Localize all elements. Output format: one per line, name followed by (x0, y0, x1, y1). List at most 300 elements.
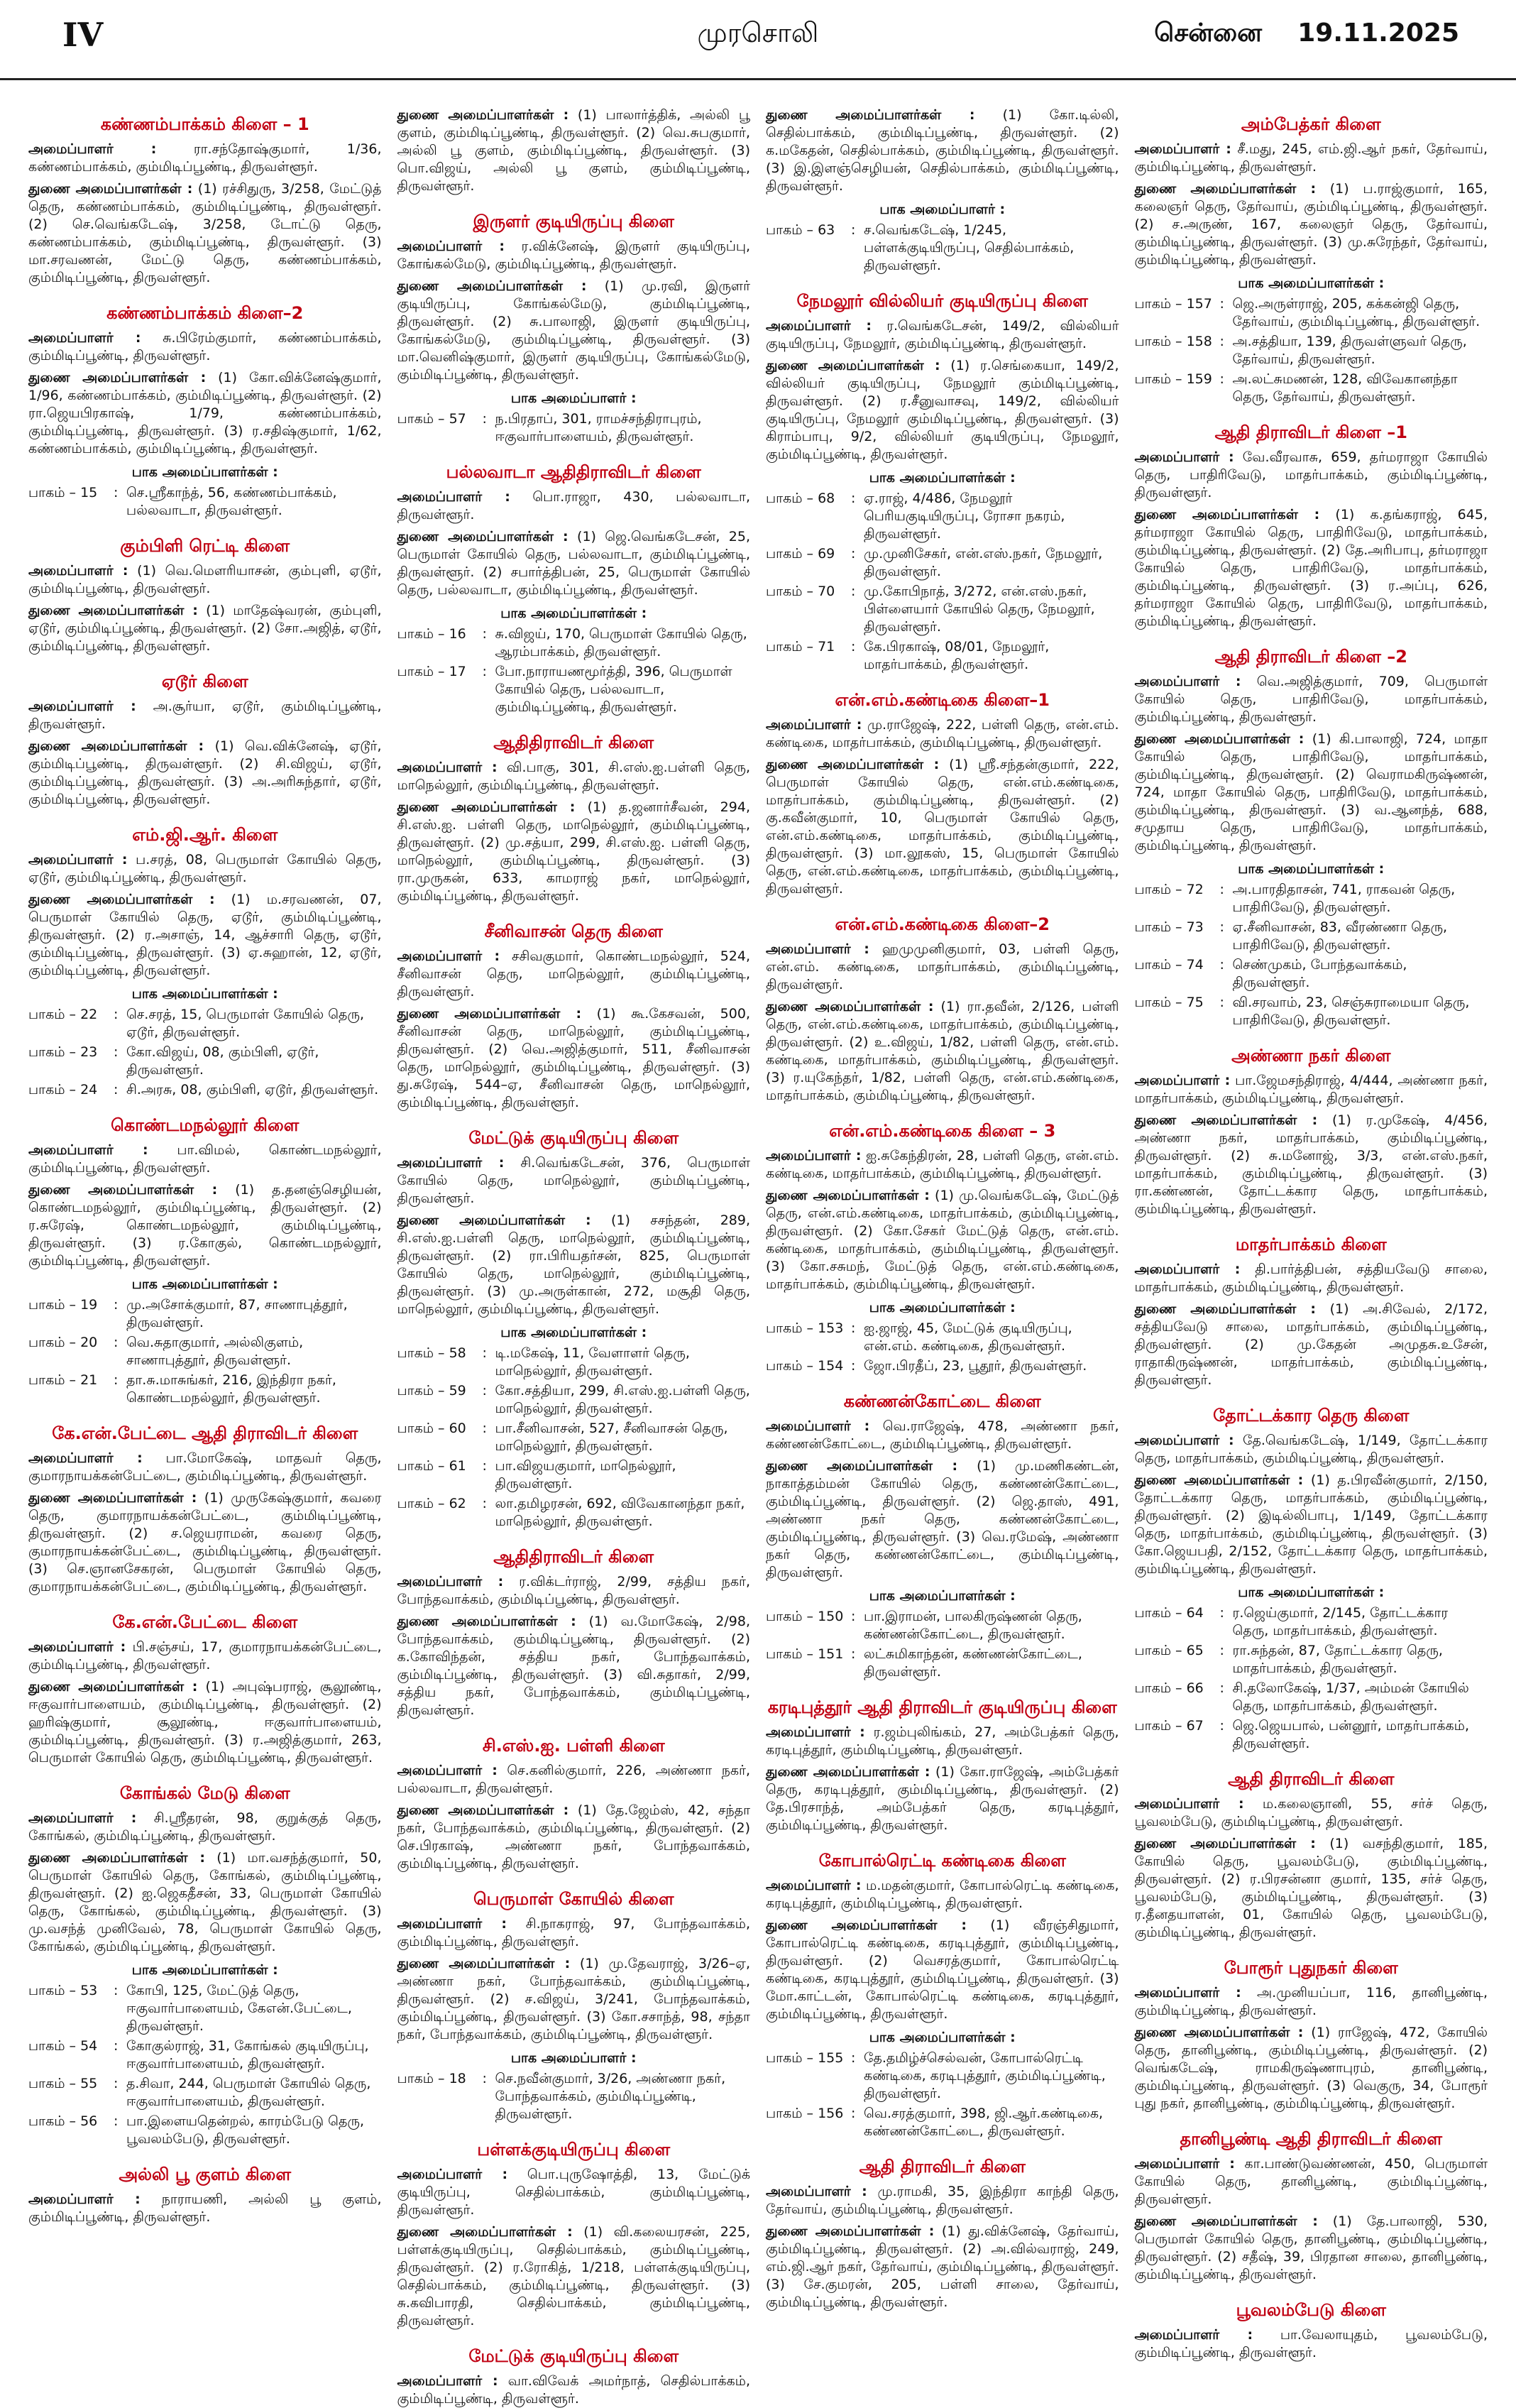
branch-section (28, 1115, 382, 1407)
part-organiser-detail: தா.சு.மாசுங்கர், 216, இந்திரா நகர், கொண்டமநல்லூர், திருவள்ளூர். (126, 1372, 336, 1406)
branch-section (1135, 422, 1488, 630)
part-organiser-detail: மு.அசோக்குமார், 87, சாணாபுத்தூர், திருவள்ளூர். (126, 1297, 348, 1330)
part-number: பாகம் – 63 (766, 222, 835, 238)
branch-section (397, 1735, 751, 1873)
part-organisers-heading: பாக அமைப்பாளர்கள் : (869, 470, 1016, 486)
part-organiser-detail: வெ.சரத்குமார், 398, ஜி.ஆர்.கண்டிகை, கண்ணன்கோட்டை, திருவள்ளூர். (864, 2106, 1104, 2139)
branch-heading: நேமலூர் வில்லியர் குடியிருப்பு கிளை (796, 291, 1088, 311)
part-organisers-heading: பாக அமைப்பாளர்கள் : (869, 1300, 1016, 1315)
branch-heading: கண்ணம்பாக்கம் கிளை–2 (106, 303, 304, 323)
role-text: ர.விக்னேஷ், இருளர் குடியிருப்பு, கோங்கல்மேடு, கும்மிடிப்பூண்டி, திருவள்ளூர். (397, 239, 751, 272)
part-number: பாகம் – 23 (28, 1044, 98, 1060)
part-number: பாகம் – 157 (1134, 296, 1212, 312)
office-bearer-entry (1135, 180, 1488, 269)
office-bearer-entry (397, 799, 751, 905)
branch-heading: மேட்டுக் குடியிருப்பு கிளை (468, 2346, 679, 2366)
branch-heading: ஆதிதிராவிடர் கிளை (493, 1547, 654, 1567)
part-number: பாகம் – 66 (1134, 1680, 1204, 1696)
part-organisers-heading: பாக அமைப்பாளர்கள் : (131, 464, 278, 480)
separator: : (851, 1646, 856, 1662)
office-bearer-entry (1135, 1072, 1488, 1107)
part-organiser-row (28, 1982, 382, 2035)
role-label: துணை அமைப்பாளர்கள் : (28, 370, 207, 385)
part-organiser-row (397, 625, 751, 661)
role-label: அமைப்பாளர் : (1134, 2156, 1235, 2172)
branch-section (766, 1697, 1119, 1834)
separator: : (114, 2038, 119, 2054)
part-organisers-heading: பாக அமைப்பாளர்கள் : (1238, 1585, 1385, 1600)
branch-section (1135, 2299, 1488, 2362)
part-number: பாகம் – 57 (397, 411, 466, 427)
branch-heading: கண்ணன்கோட்டை கிளை (843, 1391, 1041, 1411)
office-bearer-entry (28, 141, 382, 176)
separator: : (1219, 296, 1224, 312)
separator: : (1219, 957, 1224, 973)
part-organiser-detail: பா.விஜயகுமார், மாநெல்லூர், திருவள்ளூர். (495, 1458, 676, 1492)
part-organiser-row (1135, 881, 1488, 916)
office-bearer-entry (28, 738, 382, 809)
part-number: பாகம் – 58 (397, 1345, 466, 1361)
role-label: துணை அமைப்பாளர்கள் : (28, 892, 215, 907)
dateline (1154, 18, 1459, 51)
part-organiser-detail: அ.லட்சுமணன், 128, விவேகானந்தா தெரு, தேர்வாய், திருவள்ளூர். (1232, 371, 1458, 405)
role-label: அமைப்பாளர் : (28, 852, 128, 868)
role-text: (1) ர.செங்கையா, 149/2, வில்லியர் குடியிருப்பு, நேமலூர் கும்மிடிப்பூண்டி, திருவள்ளூர். (2) ர.சீனுவாசவு, 149/2, வில்லியர் குடியிருப்பு, நேமலூர் கும்மிடிப்பூண்டி, திருவள்ளூர். (3) கிராம்பாபு, 9/2, வில்லியர் குடியிருப்பு, நேமலூர், கும்மிடிப்பூண்டி, திருவள்ளூர். (766, 358, 1119, 462)
separator: : (114, 1082, 119, 1098)
office-bearer-entry (1135, 673, 1488, 726)
office-bearer-entry (397, 948, 751, 1001)
branch-section (28, 1783, 382, 2148)
role-text: வெ.ராஜேஷ், 478, அண்ணா நகர், கண்ணன்கோட்டை, கும்மிடிப்பூண்டி, திருவள்ளூர். (766, 1418, 1119, 1452)
part-organiser-detail: சு.விஜய், 170, பெருமாள் கோயில் தெரு, ஆரம்பாக்கம், திருவள்ளூர். (495, 626, 747, 660)
role-text: (1) வெ.விக்னேஷ், ஏடூர், கும்மிடிப்பூண்டி, திருவள்ளூர். (2) சி.விஜய், ஏடூர், கும்மிடிப்பூண்டி, திருவள்ளூர். (3) அ.அரிசுந்தார், ஏடூர், கும்மிடிப்பூண்டி, திருவள்ளூர். (28, 738, 382, 807)
role-text: செ.கனில்குமார், 226, அண்ணா நகர், பல்லவாடா, திருவள்ளூர். (397, 1763, 750, 1796)
office-bearer-entry (766, 106, 1119, 195)
office-bearer-entry (28, 1849, 382, 1956)
office-bearer-entry (397, 278, 751, 384)
part-organiser-row (28, 2113, 382, 2148)
role-label: அமைப்பாளர் : (397, 2373, 498, 2389)
office-bearer-entry (28, 851, 382, 887)
part-organisers-heading: பாக அமைப்பாளர்கள் : (131, 986, 278, 1002)
part-number: பாகம் – 74 (1134, 957, 1204, 973)
office-bearer-entry (397, 1762, 751, 1797)
branch-heading: என்.எம்.கண்டிகை கிளை–1 (835, 690, 1050, 710)
part-organiser-detail: வெ.சுதாகுமார், அல்லிகுளம், சாணாபுத்தூர், திருவள்ளூர். (126, 1335, 304, 1368)
part-organiser-row (28, 1334, 382, 1369)
role-text: (1) சசந்தன், 289, சி.எஸ்.ஐ.பள்ளி தெரு, மாநெல்லூர், கும்மிடிப்பூண்டி, திருவள்ளூர். (2) ரா.பிரியதர்சன், 825, பெருமாள் கோயில் தெரு, மாநெல்லூர், கும்மிடிப்பூண்டி, திருவள்ளூர். (3) மு.அருள்கான், 272, மசூதி தெரு, மாநெல்லூர், கும்மிடிப்பூண்டி, திருவள்ளூர். (397, 1213, 751, 1317)
part-organiser-detail: செண்முகம், போந்தவாக்கம், திருவள்ளூர். (1232, 957, 1407, 990)
office-bearer-entry (28, 369, 382, 458)
separator: : (851, 639, 856, 655)
part-organiser-detail: ந.பிரதாப், 301, ராமச்சந்திராபுரம், ஈகுவார்பாளையம், திருவள்ளூர். (495, 411, 702, 444)
office-bearer-entry (766, 2183, 1119, 2218)
separator: : (1219, 334, 1224, 349)
role-label: அமைப்பாளர் : (766, 1418, 870, 1434)
part-organiser-row (397, 2070, 751, 2123)
part-organiser-detail: கோ.சத்தியா, 299, சி.எஸ்.ஐ.பள்ளி தெரு, மாநெல்லூர், திருவள்ளூர். (495, 1383, 750, 1416)
role-label: துணை அமைப்பாளர்கள் : (397, 1213, 591, 1228)
office-bearer-entry (28, 1450, 382, 1485)
branch-heading: ஆதி திராவிடர் கிளை (1228, 1769, 1395, 1789)
separator: : (851, 1320, 856, 1336)
role-label: அமைப்பாளர் : (766, 1878, 862, 1893)
branch-heading: மாதர்பாக்கம் கிளை (1235, 1235, 1387, 1254)
branch-section (766, 106, 1119, 275)
role-label: அமைப்பாளர் : (28, 1450, 143, 1466)
part-organiser-row (1135, 994, 1488, 1029)
separator: : (1219, 1605, 1224, 1621)
role-text: தே.வெங்கடேஷ், 1/149, தோட்டக்கார தெரு, மாதர்பாக்கம், கும்மிடிப்பூண்டி, திருவள்ளூர். (1134, 1433, 1488, 1466)
part-number: பாகம் – 153 (766, 1320, 844, 1336)
branch-section (28, 2164, 382, 2226)
part-organiser-detail: கோ.விஜய், 08, கும்பிளி, ஏடூர், திருவள்ளூர். (126, 1044, 319, 1078)
part-organiser-detail: அ.பாரதிதாசன், 741, ராகவன் தெரு, பாதிரிவேடு, திருவள்ளூர். (1232, 882, 1456, 915)
separator: : (114, 2076, 119, 2091)
branch-heading: கோங்கல் மேடு கிளை (119, 1783, 290, 1803)
separator: : (1219, 995, 1224, 1010)
part-organiser-row (28, 1006, 382, 1041)
role-text: (1) வெ.மௌரியாசன், கும்புளி, ஏடூர், கும்மிடிப்பூண்டி, திருவள்ளூர். (28, 563, 382, 596)
office-bearer-entry (766, 1418, 1119, 1453)
part-organiser-detail: மு.கோபிநாத், 3/272, என்.எஸ்.நகர், பிள்ளையார் கோயில் தெரு, நேமலூர், திருவள்ளூர். (864, 584, 1095, 635)
part-organiser-row (397, 410, 751, 446)
part-organiser-detail: சி.தலோகேஷ், 1/37, அம்மன் கோயில் தெரு, மாதர்பாக்கம், திருவள்ளூர். (1232, 1680, 1469, 1714)
branch-heading: கொண்டமநல்லூர் கிளை (111, 1115, 300, 1135)
role-label: துணை அமைப்பாளர்கள் : (766, 999, 934, 1014)
separator: : (482, 2071, 487, 2086)
part-organisers-heading: பாக அமைப்பாளர்கள் : (1238, 861, 1385, 877)
separator: : (114, 2113, 119, 2129)
role-label: அமைப்பாளர் : (397, 1155, 505, 1171)
role-text: (1) தே.பாலாஜி, 530, பெருமாள் கோயில் தெரு, தானிபூண்டி, கும்மிடிப்பூண்டி, திருவள்ளூர். (2) சதீஷ், 39, பிரதான சாலை, தானிபூண்டி, கும்மிடிப்பூண்டி, திருவள்ளூர். (1134, 2213, 1488, 2282)
separator: : (851, 491, 856, 506)
office-bearer-entry (28, 891, 382, 980)
branch-heading: பூவலம்பேடு கிளை (1236, 2300, 1386, 2320)
role-label: அமைப்பாளர் : (28, 2191, 141, 2207)
branch-section (766, 1120, 1119, 1375)
branch-heading: அண்ணா நகர் கிளை (1231, 1046, 1391, 1066)
newspaper-name: முரசொலி (697, 17, 819, 48)
part-organiser-row (1135, 333, 1488, 368)
role-label: அமைப்பாளர் : (28, 1639, 126, 1655)
part-organiser-row (766, 2105, 1119, 2140)
part-number: பாகம் – 17 (397, 664, 466, 679)
role-label: அமைப்பாளர் : (1134, 1985, 1241, 2001)
role-label: அமைப்பாளர் : (1134, 674, 1241, 689)
separator: : (482, 1458, 487, 1474)
part-organiser-row (28, 1296, 382, 1332)
part-organiser-detail: ஜெ.ஜெயபால், பன்னூர், மாதர்பாக்கம், திருவள்ளூர். (1232, 1718, 1469, 1751)
office-bearer-entry (766, 998, 1119, 1105)
part-organiser-detail: தே.தமிழ்ச்செல்வன், கோபால்ரெட்டி கண்டிகை, கரடிபுத்தூர், கும்மிடிப்பூண்டி, திருவள்ளூர். (864, 2050, 1106, 2101)
branch-heading: அல்லி பூ குளம் கிளை (119, 2165, 292, 2184)
office-bearer-entry (766, 1187, 1119, 1293)
part-organiser-row (766, 583, 1119, 636)
role-label: அமைப்பாளர் : (28, 1142, 148, 1158)
part-organiser-row (28, 2037, 382, 2073)
part-organiser-detail: பா.சீனிவாசன், 527, சீனிவாசன் தெரு, மாநெல்லூர், திருவள்ளூர். (495, 1421, 728, 1454)
office-bearer-entry (766, 756, 1119, 898)
branch-section (397, 211, 751, 446)
role-text: சு.பிரேம்குமார், கண்ணம்பாக்கம், கும்மிடிப்பூண்டி, திருவள்ளூர். (28, 330, 382, 363)
column-1 (28, 106, 382, 2321)
part-number: பாகம் – 61 (397, 1458, 466, 1474)
role-text: ஹமுமுனிகுமார், 03, பள்ளி தெரு, என்.எம். கண்டிகை, மாதர்பாக்கம், கும்மிடிப்பூண்டி, திருவள்ளூர். (766, 941, 1119, 992)
role-text: வெ.அஜித்குமார், 709, பெருமாள் கோயில் தெரு, பாதிரிவேடு, மாதர்பாக்கம், கும்மிடிப்பூண்டி, திருவள்ளூர். (1134, 674, 1488, 725)
office-bearer-entry (28, 602, 382, 655)
office-bearer-entry (766, 357, 1119, 464)
role-text: (1) த.பிரவீன்குமார், 2/150, தோட்டக்கார தெரு, மாதர்பாக்கம், கும்மிடிப்பூண்டி, திருவள்ளூர். (2) இடில்லிபாபு, 1/149, தோட்டக்கார தெரு, மாதர்பாக்கம், கும்மிடிப்பூண்டி, திருவள்ளூர். (3) கோ.ஜெயபதி, 2/152, தோட்டக்கார தெரு, மாதர்பாக்கம், கும்மிடிப்பூண்டி, திருவள்ளூர். (1134, 1472, 1488, 1577)
role-label: அமைப்பாளர் : (766, 1148, 862, 1164)
role-text: (1) கூ.கேசவன், 500, சீனிவாசன் தெரு, மாநெல்லூர், கும்மிடிப்பூண்டி, திருவள்ளூர். (2) வெ.அஜித்குமார், 511, சீனிவாசன் தெரு, மாநெல்லூர், கும்மிடிப்பூண்டி, திருவள்ளூர். (3) து.சுரேஷ், 544–ஏ, சீனிவாசன் தெரு, மாநெல்லூர், கும்மிடிப்பூண்டி, திருவள்ளூர். (397, 1006, 750, 1110)
role-text: அ.சூர்யா, ஏடூர், கும்மிடிப்பூண்டி, திருவள்ளூர். (28, 699, 382, 732)
role-text: பா.ஜேமசந்திராஜ், 4/444, அண்ணா நகர், மாதர்பாக்கம், கும்மிடிப்பூண்டி, திருவள்ளூர். (1134, 1073, 1488, 1106)
role-label: அமைப்பாளர் : (28, 563, 128, 579)
office-bearer-entry (1135, 1301, 1488, 1389)
branch-section (766, 1850, 1119, 2140)
part-number: பாகம் – 155 (766, 2050, 844, 2066)
role-text: (1) மு.ரவி, இருளர் குடியிருப்பு, கோங்கல்மேடு, கும்மிடிப்பூண்டி, திருவள்ளூர். (2) சு.பாலாஜி, இருளர் குடியிருப்பு, கோங்கல்மேடு, கும்மிடிப்பூண்டி, திருவள்ளூர். (3) மா.வெனிஷ்குமார், இருளர் குடியிருப்பு, கோங்கல்மேடு, கும்மிடிப்பூண்டி, திருவள்ளூர். (397, 278, 751, 383)
part-organiser-row (1135, 919, 1488, 954)
separator: : (114, 1372, 119, 1388)
role-text: (1) ம.சரவணன், 07, பெருமாள் கோயில் தெரு, ஏடூர், கும்மிடிப்பூண்டி, திருவள்ளூர். (2) ர.அசாஞ், 14, ஆச்சாரி தெரு, ஏடூர், கும்மிடிப்பூண்டி, திருவள்ளூர். (3) ஏ.சுஹான், 12, ஏடூர், கும்மிடிப்பூண்டி, திருவள்ளூர். (28, 892, 382, 978)
role-label: துணை அமைப்பாளர்கள் : (766, 358, 940, 373)
part-organiser-detail: ஏ.சீனிவாசன், 83, வீரண்ணா தெரு, பாதிரிவேடு, திருவள்ளூர். (1232, 919, 1448, 953)
branch-heading: கரடிபுத்தூர் ஆதி திராவிடர் குடியிருப்பு கிளை (767, 1697, 1117, 1717)
role-label: அமைப்பாளர் : (28, 141, 157, 157)
office-bearer-entry (766, 317, 1119, 353)
branch-section (1135, 2128, 1488, 2284)
office-bearer-entry (28, 1181, 382, 1270)
office-bearer-entry (1135, 730, 1488, 855)
part-number: பாகம் – 24 (28, 1082, 98, 1098)
role-text: ஐ.சுகேந்திரன், 28, பள்ளி தெரு, என்.எம். கண்டிகை, மாதர்பாக்கம், கும்மிடிப்பூண்டி, திருவள்ளூர். (766, 1148, 1119, 1181)
office-bearer-entry (766, 716, 1119, 752)
role-text: மு.ராமகி, 35, இந்திரா காந்தி தெரு, தேர்வாய், கும்மிடிப்பூண்டி, திருவள்ளூர். (766, 2184, 1119, 2217)
role-label: அமைப்பாளர் : (397, 1763, 498, 1778)
role-label: துணை அமைப்பாளர்கள் : (1134, 1472, 1304, 1488)
branch-heading: கண்ணம்பாக்கம் கிளை – 1 (100, 114, 309, 134)
office-bearer-entry (766, 1917, 1119, 2023)
role-text: பா.மோகேஷ், மாதவர் தெரு, குமாரநாயக்கன்பேட்டை, கும்மிடிப்பூண்டி, திருவள்ளூர். (28, 1450, 382, 1484)
branch-heading: தானிபூண்டி ஆதி திராவிடர் கிளை (1180, 2129, 1442, 2149)
office-bearer-entry (1135, 1112, 1488, 1218)
part-number: பாகம் – 151 (766, 1646, 844, 1662)
office-bearer-entry (28, 1810, 382, 1845)
separator: : (1219, 1643, 1224, 1658)
role-text: (1) பாலார்த்திக், அல்லி பூ குளம், கும்மிடிப்பூண்டி, திருவள்ளூர். (2) வெ.சுபகுமார், அல்லி பூ குளம், கும்மிடிப்பூண்டி, திருவள்ளூர். (3) பொ.விஜய், அல்லி பூ குளம், கும்மிடிப்பூண்டி, திருவள்ளூர். (397, 107, 751, 194)
part-number: பாகம் – 64 (1134, 1605, 1204, 1621)
role-label: துணை அமைப்பாளர்கள் : (28, 181, 193, 197)
part-number: பாகம் – 15 (28, 485, 98, 500)
role-text: (1) ஜெ.வெங்கடேசன், 25, பெருமாள் கோயில் தெரு, பல்லவாடா, கும்மிடிப்பூண்டி, திருவள்ளூர். (2) சபார்த்திபன், 25, பெருமாள் கோயில் தெரு, பல்லவாடா, கும்மிடிப்பூண்டி, திருவள்ளூர். (397, 529, 751, 598)
part-number: பாகம் – 56 (28, 2113, 98, 2129)
branch-section (1135, 114, 1488, 406)
separator: : (114, 1335, 119, 1350)
part-number: பாகம் – 19 (28, 1297, 98, 1313)
part-organiser-row (1135, 1642, 1488, 1678)
office-bearer-entry (397, 2166, 751, 2219)
part-organisers-heading: பாக அமைப்பாளர்கள் : (1238, 275, 1385, 291)
office-bearer-entry (1135, 1795, 1488, 1831)
role-text: (1) ர.முகேஷ், 4/456, அண்ணா நகர், மாதர்பாக்கம், கும்மிடிப்பூண்டி, திருவள்ளூர். (2) சு.மனோஜ், 3/3, என்.எஸ்.நகர், மாதர்பாக்கம், கும்மிடிப்பூண்டி, திருவள்ளூர். (3) ரா.கண்ணன், தோட்டக்கார தெரு, மாதர்பாக்கம், கும்மிடிப்பூண்டி, திருவள்ளூர். (1134, 1112, 1488, 1217)
part-organiser-row (766, 1320, 1119, 1355)
branch-heading: ஆதி திராவிடர் கிளை (859, 2157, 1026, 2177)
separator: : (482, 1345, 487, 1361)
dateline-date: 19.11.2025 (1297, 18, 1459, 48)
part-number: பாகம் – 69 (766, 546, 835, 562)
part-organiser-row (766, 221, 1119, 275)
role-label: அமைப்பாளர் : (397, 2167, 508, 2182)
separator: : (1219, 882, 1224, 897)
part-organiser-row (766, 490, 1119, 543)
part-number: பாகம் – 73 (1134, 919, 1204, 935)
part-number: பாகம் – 158 (1134, 334, 1212, 349)
office-bearer-entry (1135, 2213, 1488, 2284)
role-label: அமைப்பாளர் : (397, 760, 498, 775)
role-label: துணை அமைப்பாளர்கள் : (766, 2223, 935, 2239)
branch-section (397, 1127, 751, 1531)
role-label: துணை அமைப்பாளர்கள் : (397, 529, 568, 544)
role-label: அமைப்பாளர் : (1134, 1073, 1231, 1088)
part-organisers-heading: பாக அமைப்பாளர்கள் : (869, 2030, 1016, 2045)
branch-section (1135, 646, 1488, 1029)
part-number: பாகம் – 60 (397, 1421, 466, 1436)
part-organiser-detail: ஜெ.அருள்ராஜ், 205, கக்கன்ஜி தெரு, தேர்வாய், கும்மிடிப்பூண்டி, திருவள்ளூர். (1232, 296, 1481, 329)
role-text: (1) ரச்சிதுரு, 3/258, மேட்டுத் தெரு, கண்ணம்பாக்கம், கும்மிடிப்பூண்டி, திருவள்ளூர். (2) செ.வெங்கடேஷ், 3/258, டோட்டு தெரு, கண்ணம்பாக்கம், கும்மிடிப்பூண்டி, திருவள்ளூர். (3) மா.சரவணன், மேட்டு தெரு, கண்ணம்பாக்கம், கும்மிடிப்பூண்டி, திருவள்ளூர். (28, 181, 382, 285)
separator: : (482, 1496, 487, 1511)
role-text: சி.வெங்கடேசன், 376, பெருமாள் கோயில் தெரு, மாநெல்லூர், கும்மிடிப்பூண்டி, திருவள்ளூர். (397, 1155, 750, 1206)
part-organiser-detail: செ.சரத், 15, பெருமாள் கோயில் தெரு, ஏடூர், திருவள்ளூர். (126, 1007, 365, 1040)
part-number: பாகம் – 20 (28, 1335, 98, 1350)
role-label: அமைப்பாளர் : (1134, 2327, 1253, 2343)
branch-heading: தோட்டக்கார தெரு கிளை (1213, 1406, 1410, 1425)
role-text: (1) வீரஞ்சிதுமார், கோபால்ரெட்டி கண்டிகை, கரடிபுத்தூர், கும்மிடிப்பூண்டி, திருவள்ளூர். (2) வெசரத்குமார், கோபால்ரெட்டி கண்டிகை, கரடிபுத்தூர், கும்மிடிப்பூண்டி, திருவள்ளூர். (3) மோ.காட்டன், கோபால்ரெட்டி கண்டிகை, கரடிபுத்தூர், கும்மிடிப்பூண்டி, திருவள்ளூர். (766, 1917, 1119, 2022)
page-number: IV (62, 16, 104, 54)
office-bearer-entry (1135, 1984, 1488, 2020)
role-label: அமைப்பாளர் : (1134, 1433, 1234, 1448)
role-label: அமைப்பாளர் : (28, 699, 136, 714)
role-text: (1) ஸ்ரீ.சந்தன்குமார், 222, பெருமாள் கோயில் தெரு, என்.எம்.கண்டிகை, மாதர்பாக்கம், கும்மிடிப்பூண்டி, திருவள்ளூர். (2) கு.கவீன்குமார், 10, பெருமாள் கோயில் தெரு, என்.எம்.கண்டிகை, மாதர்பாக்கம், கும்மிடிப்பூண்டி, திருவள்ளூர். (3) மா.லூகஸ், 15, பெருமாள் கோயில் தெரு, என்.எம்.கண்டிகை, மாதர்பாக்கம், கும்மிடிப்பூண்டி, திருவள்ளூர். (766, 757, 1119, 897)
separator: : (851, 2050, 856, 2066)
role-label: அமைப்பாளர் : (1134, 449, 1234, 465)
branch-section (397, 1546, 751, 1719)
office-bearer-entry (766, 1877, 1119, 1912)
office-bearer-entry (1135, 506, 1488, 630)
branch-section (766, 689, 1119, 898)
part-number: பாகம் – 22 (28, 1007, 98, 1022)
office-bearer-entry (1135, 1432, 1488, 1467)
branch-heading: சீனிவாசன் தெரு கிளை (484, 921, 663, 941)
office-bearer-entry (397, 1005, 751, 1112)
part-organiser-row (397, 1457, 751, 1493)
role-label: துணை அமைப்பாளர்கள் : (1134, 1836, 1316, 1851)
part-organisers-heading: பாக அமைப்பாளர்கள் : (869, 1588, 1016, 1604)
branch-section (766, 1391, 1119, 1681)
role-label: துணை அமைப்பாளர்கள் : (1134, 181, 1317, 197)
role-text: (1) மாதேஷ்வரன், கும்புளி, ஏடூர், கும்மிடிப்பூண்டி, திருவள்ளூர். (2) சோ.அஜித், ஏடூர், கும்மிடிப்பூண்டி, திருவள்ளூர். (28, 603, 382, 654)
part-organiser-detail: மு.முனிசேகர், என்.எஸ்.நகர், நேமலூர், திருவள்ளூர். (864, 546, 1103, 579)
column-2 (397, 106, 751, 2407)
part-organiser-detail: ரா.சுந்தன், 87, தோட்டக்கார தெரு, மாதர்பாக்கம், திருவள்ளூர். (1232, 1643, 1443, 1676)
office-bearer-entry (397, 1212, 751, 1318)
role-text: கா.பாண்டுவண்ணன், 450, பெருமாள் கோயில் தெரு, தானிபூண்டி, கும்மிடிப்பூண்டி, திருவள்ளூர். (1134, 2156, 1488, 2207)
role-text: (1) ரா.தவீன், 2/126, பள்ளி தெரு, என்.எம்.கண்டிகை, மாதர்பாக்கம், கும்மிடிப்பூண்டி, திருவள்ளூர். (2) உ.விஜய், 1/82, பள்ளி தெரு, என்.எம். கண்டிகை, மாதர்பாக்கம், கும்மிடிப்பூண்டி, திருவள்ளூர். (3) ர.யுகேந்தர், 1/82, பள்ளி தெரு, என்.எம்.கண்டிகை, மாதர்பாக்கம், கும்மிடிப்பூண்டி, திருவள்ளூர். (766, 999, 1119, 1103)
branch-heading: கோபால்ரெட்டி கண்டிகை கிளை (818, 1851, 1066, 1871)
role-label: துணை அமைப்பாளர்கள் : (766, 1917, 967, 1933)
branch-heading: என்.எம்.கண்டிகை கிளை – 3 (829, 1121, 1056, 1141)
office-bearer-entry (28, 698, 382, 733)
part-number: பாகம் – 65 (1134, 1643, 1204, 1658)
part-organiser-detail: லா.தமிழரசன், 692, விவேகானந்தா நகர், மாநெல்லூர், திருவள்ளூர். (495, 1496, 745, 1529)
branch-heading: பள்ளக்குடியிருப்பு கிளை (477, 2140, 671, 2160)
role-text: (1) அபுஷ்பராஜ், சூலூண்டி, ஈகுவார்பாளையம், கும்மிடிப்பூண்டி, திருவள்ளூர். (2) ஹரிஷ்குமார், சூலூண்டி, ஈகுவார்பாளையம், கும்மிடிப்பூண்டி, திருவள்ளூர். (3) ர.அஜித்குமார், 263, பெருமாள் கோயில் தெரு, கும்மிடிப்பூண்டி, திருவள்ளூர். (28, 1679, 382, 1766)
role-label: துணை அமைப்பாளர்கள் : (1134, 2213, 1318, 2229)
role-text: வி.பாகு, 301, சி.எஸ்.ஐ.பள்ளி தெரு, மாநெல்லூர், கும்மிடிப்பூண்டி, திருவள்ளூர். (397, 760, 751, 793)
branch-heading: பல்லவாடா ஆதிதிராவிடர் கிளை (446, 462, 701, 482)
office-bearer-entry (397, 1573, 751, 1609)
role-label: துணை அமைப்பாளர்கள் : (28, 1679, 198, 1695)
branch-section (766, 2156, 1119, 2311)
branch-heading: ஆதிதிராவிடர் கிளை (493, 733, 654, 752)
role-label: அமைப்பாளர் : (766, 318, 872, 334)
office-bearer-entry (397, 1955, 751, 2044)
office-bearer-entry (1135, 2024, 1488, 2113)
role-text: சி.ஸ்ரீதரன், 98, குறுக்குத் தெரு, கோங்கல், கும்மிடிப்பூண்டி, திருவள்ளூர். (28, 1810, 382, 1844)
separator: : (851, 1609, 856, 1624)
part-organiser-row (766, 1646, 1119, 1681)
part-organiser-row (28, 2075, 382, 2111)
role-text: பொ.ராஜா, 430, பல்லவாடா, திருவள்ளூர். (397, 489, 751, 522)
separator: : (482, 664, 487, 679)
part-organisers-heading: பாக அமைப்பாளர் : (510, 2050, 637, 2066)
office-bearer-entry (28, 1142, 382, 1177)
part-organiser-row (766, 545, 1119, 581)
part-organiser-row (1135, 371, 1488, 406)
office-bearer-entry (766, 1147, 1119, 1183)
branch-section (28, 824, 382, 1099)
part-organisers-heading: பாக அமைப்பாளர் : (510, 390, 637, 406)
office-bearer-entry (397, 1802, 751, 1873)
role-text: (1) கோ.டில்லி, செதில்பாக்கம், கும்மிடிப்பூண்டி, திருவள்ளூர். (2) க.மகேதன், செதில்பாக்கம், கும்மிடிப்பூண்டி, திருவள்ளூர். (3) இ.இளஞ்செழியன், செதில்பாக்கம், கும்மிடிப்பூண்டி, திருவள்ளூர். (766, 107, 1119, 194)
part-organiser-detail: டி.மகேஷ், 11, வேளாளர் தெரு, மாநெல்லூர், திருவள்ளூர். (495, 1345, 690, 1379)
part-number: பாகம் – 68 (766, 491, 835, 506)
branch-section (397, 732, 751, 905)
role-label: துணை அமைப்பாளர்கள் : (28, 1490, 197, 1506)
part-organiser-row (397, 1420, 751, 1455)
branch-section (766, 914, 1119, 1105)
part-number: பாகம் – 67 (1134, 1718, 1204, 1734)
part-organiser-row (397, 1345, 751, 1380)
role-label: துணை அமைப்பாளர்கள் : (397, 1614, 576, 1629)
separator: : (851, 222, 856, 238)
office-bearer-entry (28, 180, 382, 287)
branch-heading: அம்பேத்கர் கிளை (1241, 114, 1381, 134)
role-label: அமைப்பாளர் : (766, 1724, 865, 1740)
office-bearer-entry (28, 1638, 382, 1674)
role-label: துணை அமைப்பாளர்கள் : (397, 278, 587, 294)
role-label: துணை அமைப்பாளர்கள் : (397, 107, 569, 123)
branch-section (28, 114, 382, 287)
role-label: அமைப்பாளர் : (766, 717, 862, 733)
branch-section (397, 461, 751, 716)
role-text: நாராயணி, அல்லி பூ குளம், கும்மிடிப்பூண்டி, திருவள்ளூர். (28, 2191, 382, 2225)
part-organiser-detail: அ.சத்தியா, 139, திருவள்ளுவர் தெரு, தேர்வாய், திருவள்ளூர். (1232, 334, 1467, 367)
role-text: சி.நாகராஜ், 97, போந்தவாக்கம், கும்மிடிப்பூண்டி, திருவள்ளூர். (397, 1916, 751, 1949)
office-bearer-entry (1135, 1261, 1488, 1296)
role-label: துணை அமைப்பாளர்கள் : (397, 1802, 569, 1818)
